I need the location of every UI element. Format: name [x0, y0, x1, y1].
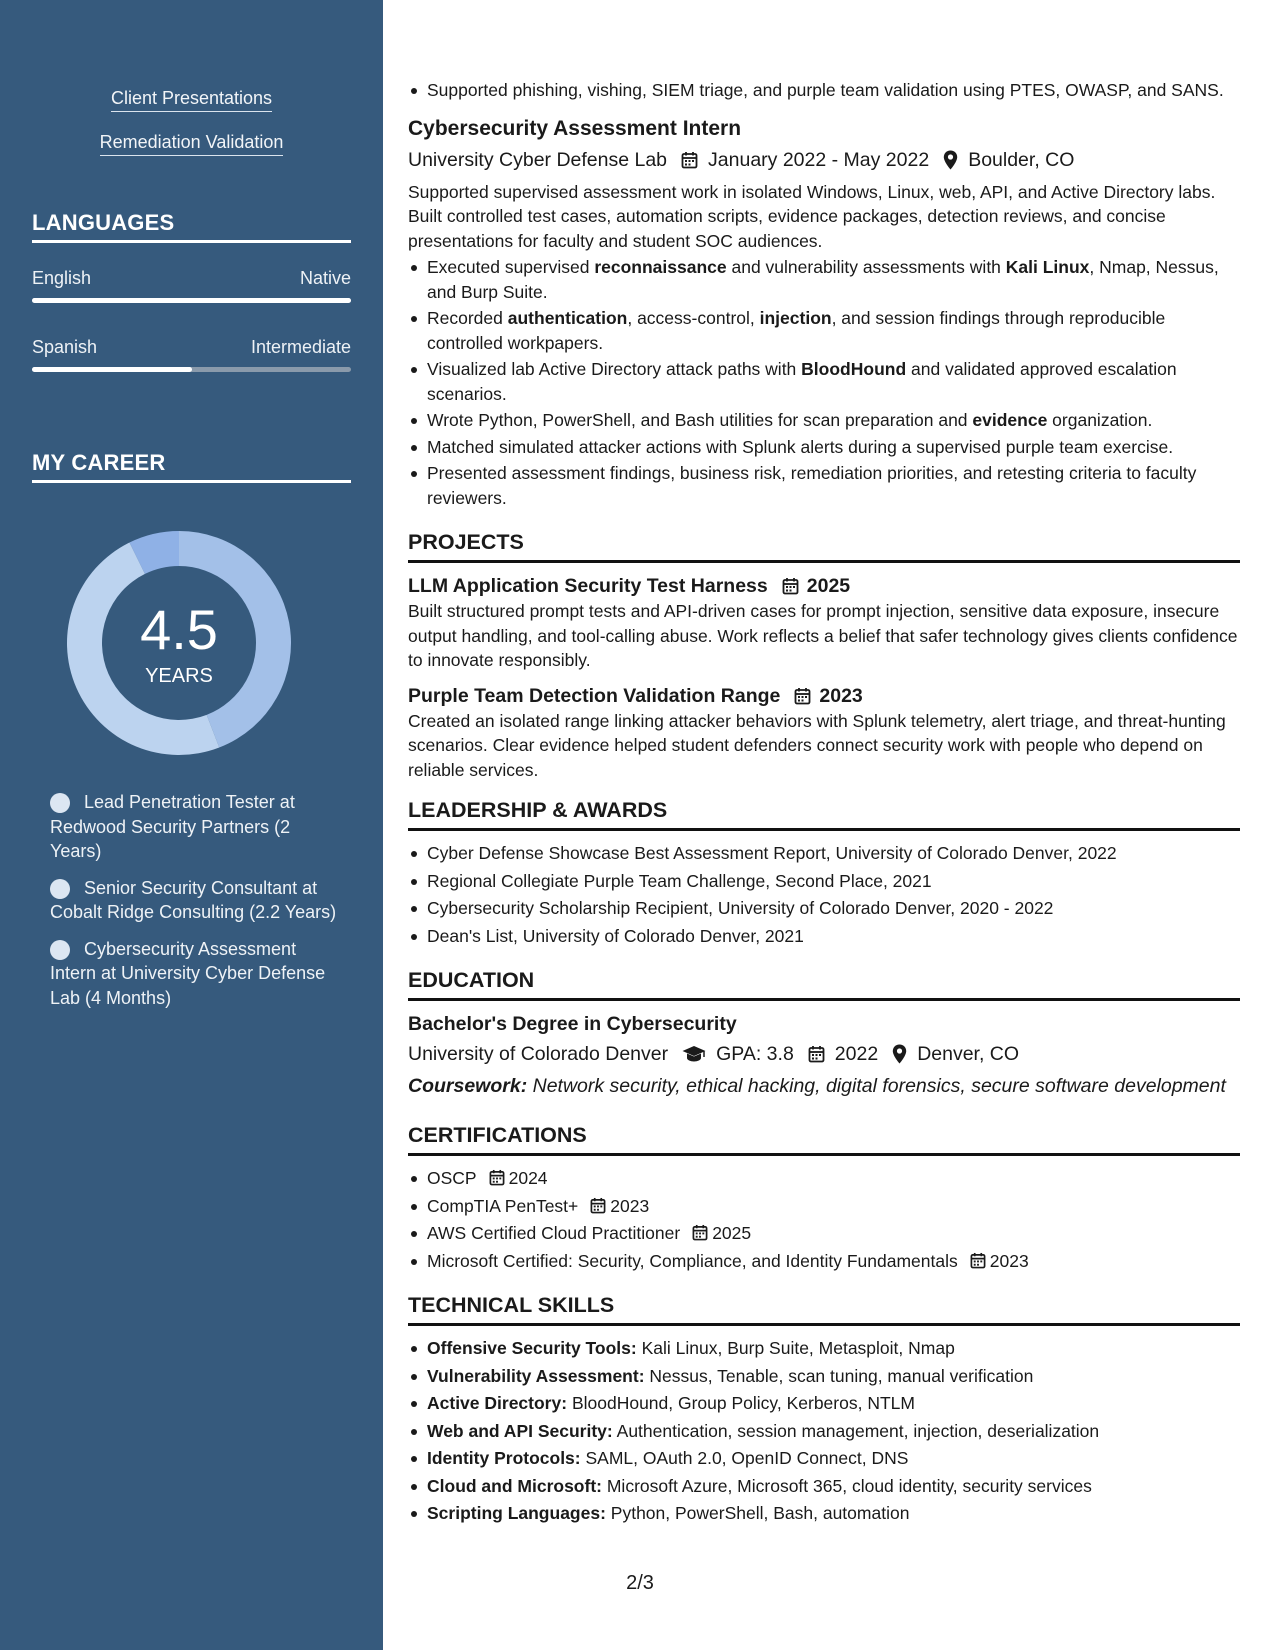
certifications-list — [408, 1166, 1240, 1273]
job-bullet: Wrote Python, PowerShell, and Bash utilities for scan preparation and evidence organization. — [408, 408, 1240, 433]
language-name: Spanish — [32, 337, 98, 357]
career-list — [50, 790, 340, 1022]
sidebar-link-client-presentations[interactable]: Client Presentations — [111, 86, 272, 112]
career-item: Cybersecurity Assessment Intern at University Cyber Defense Lab (4 Months) — [50, 938, 326, 1008]
leadership-item: Cybersecurity Scholarship Recipient, University of Colorado Denver, 2020 - 2022 — [408, 896, 1240, 921]
career-bullet-dot — [50, 793, 70, 813]
technical-skills-heading: TECHNICAL SKILLS — [408, 1291, 1240, 1326]
job-organization: University Cyber Defense Lab — [408, 148, 668, 171]
leadership-heading: LEADERSHIP & AWARDS — [408, 796, 1240, 831]
degree-title: Bachelor's Degree in Cybersecurity — [408, 1013, 737, 1035]
education-location: Denver, CO — [917, 1043, 1020, 1065]
career-item: Senior Security Consultant at Cobalt Ridge Consulting (2.2 Years) — [50, 877, 337, 922]
coursework: Coursework: Network security, ethical hacking, digital forensics, secure software development — [408, 1075, 1226, 1097]
education-heading: EDUCATION — [408, 966, 1240, 1001]
calendar-icon — [794, 687, 811, 705]
calendar-icon — [681, 151, 698, 169]
language-proficiency-bar — [32, 298, 351, 303]
main-content — [408, 78, 1240, 1529]
language-row-spanish — [32, 337, 351, 377]
sidebar — [0, 0, 383, 1650]
school-name: University of Colorado Denver — [408, 1043, 669, 1065]
project-year: 2023 — [819, 684, 863, 707]
job-bullet: Presented assessment findings, business risk, remediation priorities, and retesting criteria to faculty reviewers. — [408, 461, 1240, 510]
sidebar-link-remediation-validation[interactable]: Remediation Validation — [100, 130, 284, 156]
language-level: Intermediate — [250, 337, 351, 357]
language-row-english — [32, 268, 351, 308]
certification-item: CompTIA PenTest+ 2023 — [408, 1194, 1240, 1219]
job-bullet: Executed supervised reconnaissance and vulnerability assessments with Kali Linux, Nmap, Nessus, and Burp Suite. — [408, 255, 1240, 304]
project-title: LLM Application Security Test Harness 2025 — [408, 575, 851, 597]
calendar-icon — [782, 577, 799, 595]
language-proficiency-bar — [32, 367, 351, 372]
job-meta — [408, 146, 1240, 174]
career-bullet-dot — [50, 879, 70, 899]
project-title: Purple Team Detection Validation Range 2023 — [408, 684, 863, 707]
job-bullet: Supported phishing, vishing, SIEM triage, and purple team validation using PTES, OWASP, and SANS. — [408, 78, 1240, 103]
job-bullet: Visualized lab Active Directory attack paths with BloodHound and validated approved escalation scenarios. — [408, 357, 1240, 406]
certification-item: OSCP 2024 — [408, 1166, 1240, 1191]
career-total-unit: YEARS — [145, 665, 213, 687]
skill-item: Active Directory: BloodHound, Group Policy, Kerberos, NTLM — [408, 1391, 1240, 1416]
language-name: English — [32, 268, 92, 288]
leadership-item: Cyber Defense Showcase Best Assessment Report, University of Colorado Denver, 2022 — [408, 841, 1240, 866]
job-bullets — [408, 255, 1240, 510]
career-item: Lead Penetration Tester at Redwood Security Partners (2 Years) — [50, 792, 295, 861]
job-bullet: Matched simulated attacker actions with Splunk alerts during a supervised purple team exercise. — [408, 435, 1240, 460]
language-level: Native — [299, 268, 351, 288]
career-total-years: 4.5 — [140, 598, 218, 661]
certification-item: Microsoft Certified: Security, Compliance, and Identity Fundamentals 2023 — [408, 1249, 1240, 1274]
skill-item: Vulnerability Assessment: Nessus, Tenable, scan tuning, manual verification — [408, 1364, 1240, 1389]
skill-item: Cloud and Microsoft: Microsoft Azure, Microsoft 365, cloud identity, security services — [408, 1474, 1240, 1499]
language-proficiency-fill — [32, 367, 192, 372]
job-dates: January 2022 - May 2022 — [708, 148, 930, 171]
page-number: 2/3 — [626, 1572, 654, 1594]
job-title: Cybersecurity Assessment Intern — [408, 116, 742, 140]
language-proficiency-fill — [32, 298, 351, 303]
previous-job-bullets — [408, 78, 1240, 103]
leadership-item: Regional Collegiate Purple Team Challenge, Second Place, 2021 — [408, 869, 1240, 894]
skill-item: Offensive Security Tools: Kali Linux, Burp Suite, Metasploit, Nmap — [408, 1336, 1240, 1361]
skill-item: Identity Protocols: SAML, OAuth 2.0, OpenID Connect, DNS — [408, 1446, 1240, 1471]
calendar-icon — [808, 1045, 825, 1063]
skill-item: Scripting Languages: Python, PowerShell, Bash, automation — [408, 1501, 1240, 1526]
technical-skills-list — [408, 1336, 1240, 1526]
calendar-icon — [489, 1169, 505, 1186]
project-year: 2025 — [806, 575, 851, 597]
leadership-item: Dean's List, University of Colorado Denver, 2021 — [408, 924, 1240, 949]
job-bullet: Recorded authentication, access-control, injection, and session findings through reproducible controlled workpapers. — [408, 306, 1240, 355]
map-pin-icon — [892, 1044, 907, 1064]
calendar-icon — [590, 1197, 606, 1214]
job-summary: Supported supervised assessment work in isolated Windows, Linux, web, API, and Active Directory labs. Built controlled test cases, automation scripts, evidence packages, detection reviews, and concise presentations for faculty and student SOC audiences. — [408, 181, 1216, 251]
certification-item: AWS Certified Cloud Practitioner 2025 — [408, 1221, 1240, 1246]
map-pin-icon — [943, 150, 958, 170]
career-heading: MY CAREER — [32, 450, 351, 483]
sidebar-links — [0, 86, 383, 174]
calendar-icon — [692, 1224, 708, 1241]
skill-item: Web and API Security: Authentication, session management, injection, deserialization — [408, 1419, 1240, 1444]
education-gpa: GPA: 3.8 — [716, 1043, 794, 1065]
projects-heading: PROJECTS — [408, 528, 1240, 563]
career-bullet-dot — [50, 940, 70, 960]
languages-heading: LANGUAGES — [32, 210, 351, 243]
education-year: 2022 — [834, 1043, 879, 1065]
leadership-list — [408, 841, 1240, 948]
graduation-cap-icon — [682, 1045, 706, 1063]
education-meta — [408, 1040, 1240, 1068]
calendar-icon — [970, 1252, 986, 1269]
job-location: Boulder, CO — [968, 148, 1075, 171]
certifications-heading: CERTIFICATIONS — [408, 1121, 1240, 1156]
project-description: Built structured prompt tests and API-driven cases for prompt injection, sensitive data exposure, insecure output handling, and tool-calling abuse. Work reflects a belief that safer technology gives clients confidence to innovate responsibly. — [408, 601, 1238, 670]
project-description: Created an isolated range linking attacker behaviors with Splunk telemetry, alert triage, and threat-hunting scenarios. Clear evidence helped student defenders connect security work with people who depend on reliable services. — [408, 710, 1226, 780]
